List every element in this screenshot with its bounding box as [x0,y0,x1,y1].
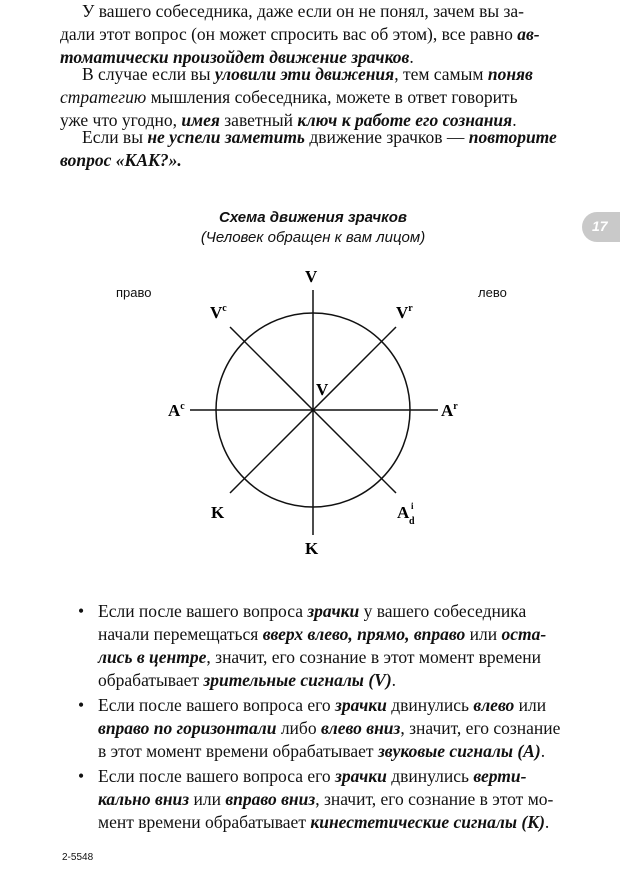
text-line: В случае если вы уловили эти движения, тем самым поняв [82,64,533,84]
label-top: V [305,267,318,286]
text-line: дали этот вопрос (он может спросить вас об этом), все равно ав- [60,24,540,44]
text-line: вправо по горизонтали либо влево вниз, значит, его сознание [98,718,561,738]
diagram-subtitle: (Человек обращен к вам лицом) [200,229,426,246]
text-line: Если после вашего вопроса его зрачки двинулись верти- [98,766,527,786]
chapter-number: 17 [592,218,608,234]
label-top-left: $V^c$ [210,303,227,322]
label-bottom: K [305,539,319,558]
text-line: мент времени обрабатывает кинестетические сигналы (К). [98,812,550,832]
text-line: Если после вашего вопроса его зрачки двинулись влево или [98,695,547,715]
text-line: уже что угодно, имея заветный ключ к работе его сознания. [60,110,517,130]
text-line: обрабатывает зрительные сигналы (V). [98,670,397,690]
text-line: стратегию мышления собеседника, можете в ответ говорить [60,87,518,107]
label-bottom-right-sup: i [411,501,414,511]
text-line: кально вниз или вправо вниз, значит, его сознание в этот мо- [98,789,554,809]
bullet-icon: • [78,695,85,715]
label-left: $A^c$ [168,401,185,420]
bullet-icon: • [78,766,85,786]
label-right: $A^r$ [441,401,458,420]
text-line: лись в центре, значит, его сознание в этот момент времени [98,647,541,667]
text-line: в этот момент времени обрабатывает звуковые сигналы (А). [98,741,546,761]
side-label-right: лево [478,285,507,300]
text-line: вопрос «КАК?». [60,150,182,170]
diagram-title: Схема движения зрачков [218,209,407,226]
label-bottom-right: A [397,503,410,522]
text-line: Если вы не успели заметить движение зрачков — повторите [82,127,557,147]
text-line: томатически произойдет движение зрачков. [60,47,414,67]
text-line: начали перемещаться вверх влево, прямо, вправо или оста- [98,624,547,644]
bullet-icon: • [78,601,85,621]
label-center: V [316,380,329,399]
text-line: У вашего собеседника, даже если он не понял, зачем вы за- [82,1,525,21]
label-top-right: $V^r$ [396,303,413,322]
label-bottom-left: K [211,503,225,522]
side-label-left: право [116,285,152,300]
label-bottom-right-sub: d [409,516,415,527]
text-line: Если после вашего вопроса зрачки у вашего собеседника [98,601,527,621]
page-footer-code: 2-5548 [62,852,94,863]
